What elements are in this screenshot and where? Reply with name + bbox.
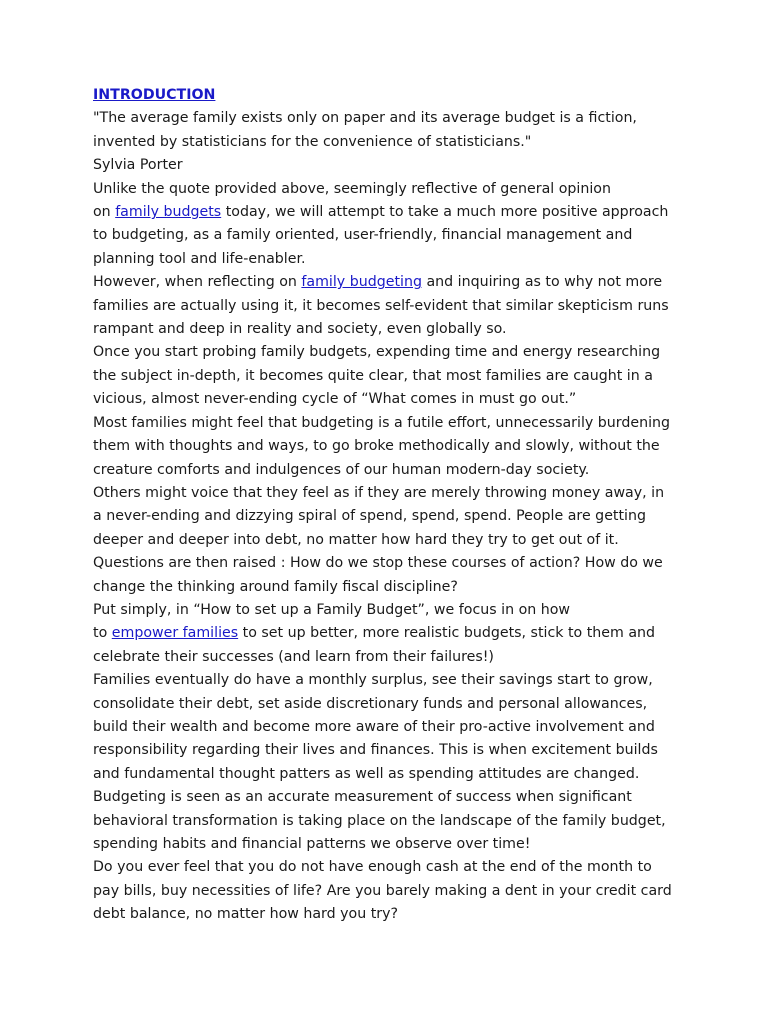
quote-paragraph — [93, 107, 693, 154]
text-line: to budgeting, as a family oriented, user-friendly, financial management and — [93, 227, 633, 244]
family-budgets-link[interactable]: family budgets — [115, 204, 222, 221]
text-line: Put simply, in “How to set up a Family Budget”, we focus in on how — [93, 601, 571, 618]
text-line: consolidate their debt, set aside discretionary funds and personal allowances, — [93, 695, 648, 712]
text-line: and fundamental thought patters as well as spending attitudes are changed. — [93, 765, 640, 782]
text-line: Once you start probing family budgets, expending time and energy researching — [93, 344, 661, 361]
text-line — [93, 271, 693, 294]
text-line — [93, 622, 693, 645]
text-line: responsibility regarding their lives and finances. This is when excitement builds — [93, 742, 658, 759]
text-line: build their wealth and become more aware of their pro-active involvement and — [93, 718, 655, 735]
text-line: Most families might feel that budgeting is a futile effort, unnecessarily burdening — [93, 414, 671, 431]
text-line: debt balance, no matter how hard you try? — [93, 906, 399, 923]
text-fragment: to set up better, more realistic budgets, stick to them and — [238, 625, 656, 642]
quote-author-name: Sylvia Porter — [93, 157, 183, 174]
family-budgeting-link[interactable]: family budgeting — [301, 274, 422, 291]
text-line: Questions are then raised : How do we stop these courses of action? How do we — [93, 555, 663, 572]
text-fragment: today, we will attempt to take a much more positive approach — [221, 204, 669, 221]
quote-author — [93, 154, 693, 177]
text-line: families are actually using it, it becomes self-evident that similar skepticism runs — [93, 297, 669, 314]
quote-line: "The average family exists only on paper and its average budget is a fiction, — [93, 110, 637, 127]
text-fragment: to — [93, 625, 112, 642]
introduction-heading-block — [93, 84, 693, 107]
empower-families-link[interactable]: empower families — [111, 625, 239, 642]
paragraph-6 — [93, 552, 693, 599]
text-line: planning tool and life-enabler. — [93, 250, 306, 267]
paragraph-8 — [93, 669, 693, 786]
text-line: Do you ever feel that you do not have enough cash at the end of the month to — [93, 859, 652, 876]
paragraph-7 — [93, 599, 693, 669]
text-line: a never-ending and dizzying spiral of spend, spend, spend. People are getting — [93, 508, 646, 525]
paragraph-3 — [93, 341, 693, 411]
text-line: vicious, almost never-ending cycle of “What comes in must go out.” — [93, 391, 577, 408]
paragraph-2 — [93, 271, 693, 341]
text-line: spending habits and financial patterns we observe over time! — [93, 836, 531, 852]
text-line: change the thinking around family fiscal discipline? — [93, 578, 458, 595]
paragraph-5 — [93, 482, 693, 552]
text-line: pay bills, buy necessities of life? Are you barely making a dent in your credit card — [93, 882, 672, 899]
text-line: Budgeting is seen as an accurate measurement of success when significant — [93, 789, 632, 806]
paragraph-4 — [93, 412, 693, 482]
paragraph-9 — [93, 786, 693, 856]
paragraph-10 — [93, 856, 693, 926]
paragraph-1 — [93, 178, 693, 272]
text-line: Families eventually do have a monthly surplus, see their savings start to grow, — [93, 672, 653, 689]
text-line: rampant and deep in reality and society, even globally so. — [93, 321, 507, 338]
text-line: creature comforts and indulgences of our human modern-day society. — [93, 461, 590, 478]
text-line: celebrate their successes (and learn from their failures!) — [93, 648, 494, 665]
text-line: Unlike the quote provided above, seemingly reflective of general opinion — [93, 180, 611, 197]
text-line: them with thoughts and ways, to go broke methodically and slowly, without the — [93, 438, 660, 455]
text-fragment: and inquiring as to why not more — [421, 274, 663, 291]
text-line: Others might voice that they feel as if they are merely throwing money away, in — [93, 484, 665, 501]
quote-line: invented by statisticians for the convenience of statisticians." — [93, 133, 532, 150]
text-line: deeper and deeper into debt, no matter how hard they try to get out of it. — [93, 531, 619, 548]
text-fragment: on — [93, 204, 116, 221]
text-line — [93, 201, 693, 224]
text-line: behavioral transformation is taking place on the landscape of the family budget, — [93, 812, 666, 829]
text-line: the subject in-depth, it becomes quite clear, that most families are caught in a — [93, 367, 653, 384]
introduction-heading-link[interactable]: INTRODUCTION — [93, 87, 216, 103]
document-page — [93, 84, 693, 927]
text-fragment: However, when reflecting on — [93, 274, 302, 291]
